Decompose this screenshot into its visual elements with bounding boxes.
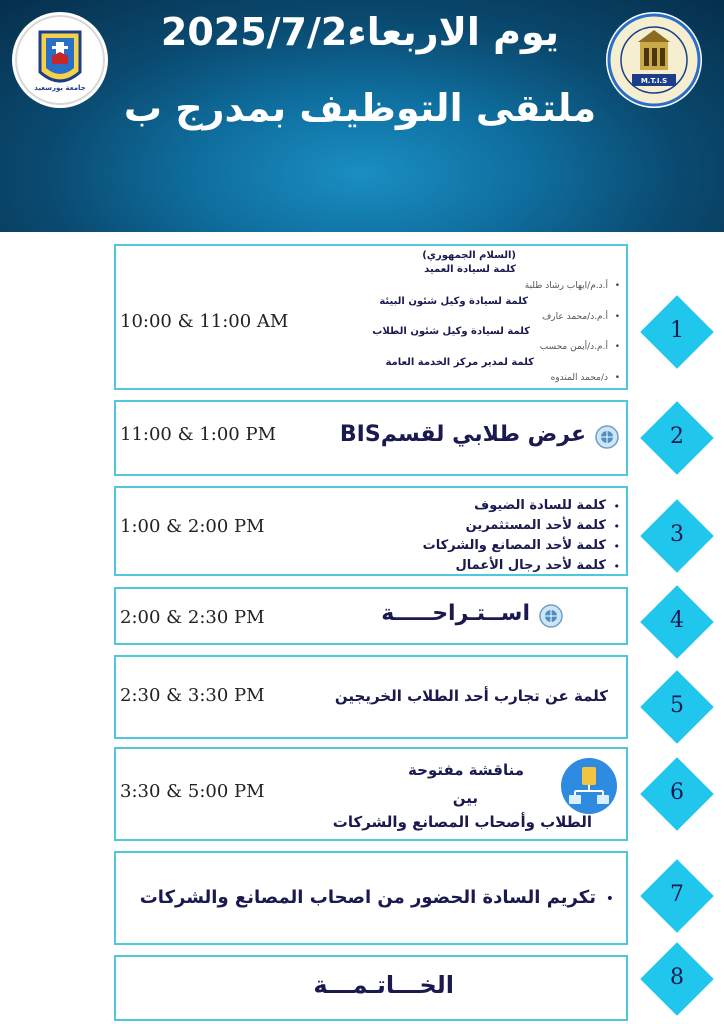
break-label: اســتـراحـــــة xyxy=(381,601,530,626)
time-slot: 2:30 & 3:30 PM xyxy=(120,685,265,706)
row-number: 4 xyxy=(670,608,684,633)
time-slot: 2:00 & 2:30 PM xyxy=(120,607,265,628)
schedule-row-1 xyxy=(114,244,628,390)
row-number: 5 xyxy=(670,693,684,718)
bullet-icon: • xyxy=(614,312,620,322)
row-number: 6 xyxy=(670,780,684,805)
row-number: 7 xyxy=(670,882,684,907)
bullet-icon: • xyxy=(613,540,620,553)
bullet-icon: • xyxy=(605,891,614,907)
list-item: كلمة للسادة الضيوف xyxy=(474,498,606,513)
row-number: 2 xyxy=(670,424,684,449)
schedule-row-5 xyxy=(114,655,628,739)
schedule-row-6 xyxy=(114,747,628,841)
list-item: بين xyxy=(452,789,478,807)
bullet-icon: • xyxy=(614,373,620,383)
row-number: 1 xyxy=(670,318,684,343)
bullet-icon: • xyxy=(614,281,620,291)
schedule-row-8 xyxy=(114,955,628,1021)
session-title: عرض طلابي لقسمBIS xyxy=(339,422,586,447)
list-item: أ.م.د/أيمن محسب xyxy=(539,342,608,352)
row-number: 3 xyxy=(670,522,684,547)
department-logo xyxy=(606,12,702,108)
session-title: تكريم السادة الحضور من اصحاب المصانع والشركات xyxy=(139,887,596,908)
page-title-date: يوم الاربعاء2025/7/2 xyxy=(160,10,560,54)
list-item: كلمة لأحد المصانع والشركات xyxy=(422,538,606,553)
university-logo-text: جامعة بورسعيد xyxy=(34,84,86,92)
list-item: كلمة لمدير مركز الخدمة العامة xyxy=(385,357,534,368)
list-item: د/محمد المندوه xyxy=(550,373,608,383)
schedule-row-3 xyxy=(114,486,628,576)
schedule-row-2 xyxy=(114,400,628,476)
list-item: أ.م.د/محمد عارف xyxy=(541,312,608,322)
bullet-icon: • xyxy=(614,342,620,352)
time-slot: 3:30 & 5:00 PM xyxy=(120,781,265,802)
schedule-row-7 xyxy=(114,851,628,945)
time-slot: 10:00 & 11:00 AM xyxy=(120,311,289,332)
bullet-icon: • xyxy=(613,520,620,533)
org-chart-icon xyxy=(560,757,618,815)
bullet-icon: • xyxy=(613,500,620,513)
list-item: كلمة لسيادة العميد xyxy=(424,264,516,275)
list-item: كلمة لسيادة وكيل شئون الطلاب xyxy=(372,326,530,337)
session-title: كلمة عن تجارب أحد الطلاب الخريجين xyxy=(334,687,608,705)
list-item: كلمة لأحد المستثمرين xyxy=(465,518,606,533)
list-item: الطلاب وأصحاب المصانع والشركات xyxy=(332,813,592,831)
university-logo xyxy=(12,12,108,108)
page-title-event: ملتقى التوظيف بمدرج ب xyxy=(123,86,597,130)
time-slot: 1:00 & 2:00 PM xyxy=(120,516,265,537)
schedule-row-4 xyxy=(114,587,628,645)
department-logo-text: M.T.I.S xyxy=(640,77,668,85)
globe-icon xyxy=(594,424,620,450)
bullet-icon: • xyxy=(613,560,620,573)
globe-icon xyxy=(538,603,564,629)
list-item: (السلام الجمهوري) xyxy=(422,250,516,261)
header-banner xyxy=(0,0,724,232)
closing-label: الخـــاتـمـــة xyxy=(313,971,454,999)
row-number: 8 xyxy=(670,965,684,990)
list-item: أ.د.م/ايهاب رشاد طلبة xyxy=(524,281,608,291)
time-slot: 11:00 & 1:00 PM xyxy=(120,424,277,445)
list-item: كلمة لسيادة وكيل شئون البيئة xyxy=(379,296,528,307)
list-item: كلمة لأحد رجال الأعمال xyxy=(455,558,606,573)
list-item: مناقشة مفتوحة xyxy=(408,761,524,779)
